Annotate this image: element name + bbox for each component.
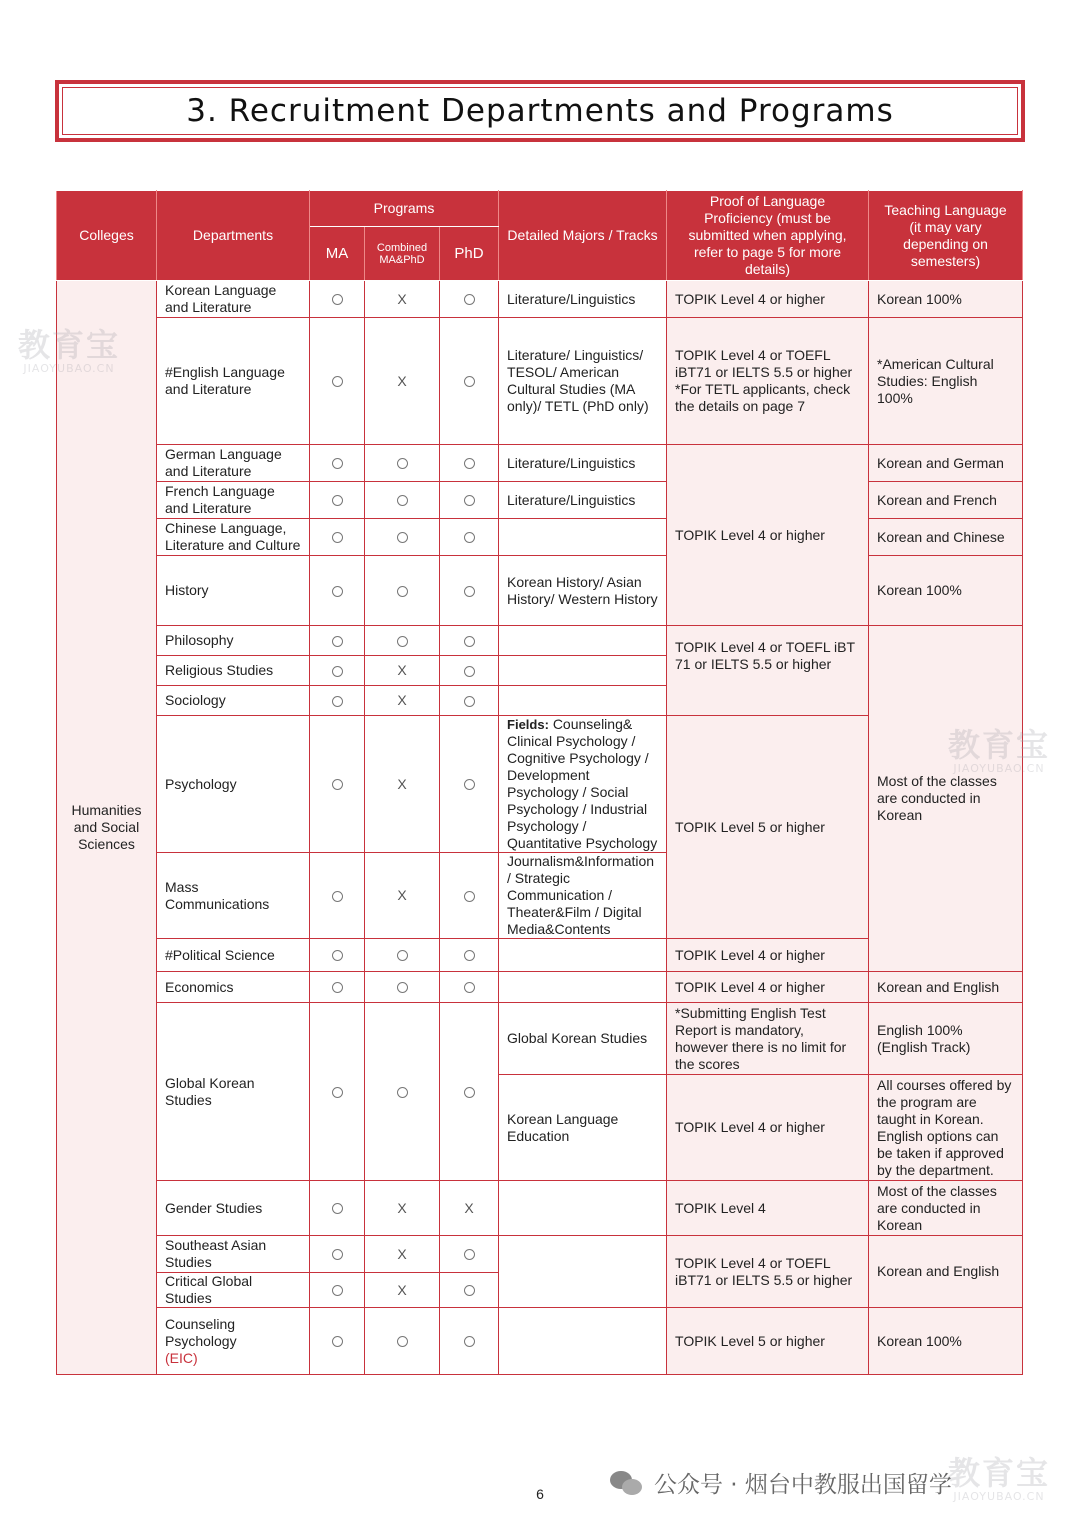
combined-mark (365, 519, 440, 556)
major-cell: Journalism&Information / Strategic Communication / Theater&Film / Digital Media&Contents (499, 853, 667, 939)
watermark-text: 教育宝 (948, 1454, 1051, 1492)
header-combined: Combined MA&PhD (365, 227, 440, 281)
circle-mark-icon (332, 666, 343, 677)
phd-mark (440, 656, 499, 686)
table-row (57, 1003, 1023, 1075)
circle-mark-icon (397, 636, 408, 647)
ma-mark (310, 1236, 365, 1273)
phd-mark (440, 482, 499, 519)
circle-mark-icon (332, 586, 343, 597)
circle-mark-icon (332, 458, 343, 469)
phd-mark (440, 1003, 499, 1181)
major-cell (499, 1308, 667, 1375)
proof-cell: TOPIK Level 4 or higher (667, 1075, 869, 1181)
department-cell: Korean Language and Literature (157, 281, 310, 318)
teaching-cell: English 100% (English Track) (869, 1003, 1023, 1075)
teaching-cell: *American Cultural Studies: English 100% (869, 318, 1023, 445)
proof-cell: TOPIK Level 4 or higher (667, 281, 869, 318)
teaching-cell: Korean and Chinese (869, 519, 1023, 556)
ma-mark (310, 626, 365, 656)
wechat-account-text: 公众号 · 烟台中教服出国留学 (654, 1472, 952, 1498)
circle-mark-icon (332, 1087, 343, 1098)
circle-mark-icon (464, 779, 475, 790)
major-cell: Literature/Linguistics (499, 445, 667, 482)
major-cell: Global Korean Studies (499, 1003, 667, 1075)
department-cell: German Language and Literature (157, 445, 310, 482)
ma-mark (310, 482, 365, 519)
circle-mark-icon (397, 458, 408, 469)
proof-cell: TOPIK Level 4 or TOEFL iBT71 or IELTS 5.5 or higher *For TETL applicants, check the details on page 7 (667, 318, 869, 445)
major-cell (499, 972, 667, 1003)
ma-mark (310, 972, 365, 1003)
department-cell: Global Korean Studies (157, 1003, 310, 1181)
combined-mark (365, 482, 440, 519)
combined-mark (365, 939, 440, 972)
teaching-cell: Korean 100% (869, 281, 1023, 318)
major-cell (499, 716, 667, 853)
circle-mark-icon (332, 294, 343, 305)
table-row (57, 1308, 1023, 1375)
phd-mark (440, 1273, 499, 1308)
phd-mark (440, 281, 499, 318)
circle-mark-icon (464, 636, 475, 647)
table-row (57, 556, 1023, 626)
phd-mark (440, 1308, 499, 1375)
header-departments: Departments (157, 191, 310, 281)
teaching-cell: Korean 100% (869, 556, 1023, 626)
proof-cell: TOPIK Level 5 or higher (667, 716, 869, 939)
department-name: Counseling Psychology (165, 1315, 237, 1349)
major-cell (499, 519, 667, 556)
header-ma: MA (310, 227, 365, 281)
circle-mark-icon (332, 1203, 343, 1214)
circle-mark-icon (332, 1336, 343, 1347)
header-proof: Proof of Language Proficiency (must be submitted when applying, refer to page 5 for more details) (667, 191, 869, 281)
major-cell (499, 626, 667, 656)
table-row (57, 445, 1023, 482)
circle-mark-icon (464, 666, 475, 677)
circle-mark-icon (464, 1087, 475, 1098)
fields-list: Counseling& Clinical Psychology / Cognitive Psychology / Development Psychology / Social Psychology / Industrial Psychology / Quantitative Psychology (507, 716, 658, 851)
major-cell (499, 939, 667, 972)
ma-mark (310, 519, 365, 556)
major-cell: Literature/Linguistics (499, 281, 667, 318)
circle-mark-icon (464, 696, 475, 707)
combined-mark (365, 1003, 440, 1181)
department-cell: Economics (157, 972, 310, 1003)
phd-mark (440, 972, 499, 1003)
ma-mark (310, 939, 365, 972)
table-row (57, 1181, 1023, 1236)
circle-mark-icon (397, 1087, 408, 1098)
phd-mark (440, 716, 499, 853)
major-cell (499, 1181, 667, 1236)
circle-mark-icon (332, 1249, 343, 1260)
proof-cell: TOPIK Level 4 or higher (667, 972, 869, 1003)
phd-mark (440, 1236, 499, 1273)
circle-mark-icon (332, 636, 343, 647)
circle-mark-icon (332, 982, 343, 993)
teaching-cell: Korean and English (869, 972, 1023, 1003)
phd-mark (440, 318, 499, 445)
combined-mark (365, 556, 440, 626)
watermark-domain: JIAOYUBAO.CN (953, 762, 1045, 775)
major-cell (499, 1236, 667, 1308)
combined-mark (365, 445, 440, 482)
watermark-domain: JIAOYUBAO.CN (23, 362, 115, 375)
watermark-text: 教育宝 (18, 326, 121, 364)
combined-mark: X (365, 1181, 440, 1236)
circle-mark-icon (464, 982, 475, 993)
major-cell: Korean History/ Asian History/ Western History (499, 556, 667, 626)
ma-mark (310, 656, 365, 686)
table-row (57, 318, 1023, 445)
department-cell: Psychology (157, 716, 310, 853)
ma-mark (310, 281, 365, 318)
department-note: (EIC) (165, 1349, 198, 1366)
phd-mark (440, 626, 499, 656)
circle-mark-icon (397, 1336, 408, 1347)
teaching-cell: Korean 100% (869, 1308, 1023, 1375)
combined-mark: X (365, 318, 440, 445)
phd-mark (440, 556, 499, 626)
major-cell: Literature/Linguistics (499, 482, 667, 519)
teaching-cell: Korean and English (869, 1236, 1023, 1308)
table-row (57, 972, 1023, 1003)
teaching-cell: All courses offered by the program are taught in Korean. English options can be taken if approved by the department. (869, 1075, 1023, 1181)
ma-mark (310, 853, 365, 939)
ma-mark (310, 318, 365, 445)
programs-table (56, 190, 1023, 1375)
phd-mark (440, 445, 499, 482)
combined-mark: X (365, 1273, 440, 1308)
circle-mark-icon (464, 294, 475, 305)
combined-mark (365, 626, 440, 656)
table-row (57, 626, 1023, 656)
major-cell: Korean Language Education (499, 1075, 667, 1181)
combined-mark (365, 972, 440, 1003)
title-box (55, 80, 1025, 142)
circle-mark-icon (397, 495, 408, 506)
major-cell (499, 686, 667, 716)
teaching-cell: Most of the classes are conducted in Korean (869, 1181, 1023, 1236)
department-cell: Critical Global Studies (157, 1273, 310, 1308)
phd-mark (440, 939, 499, 972)
phd-mark (440, 519, 499, 556)
ma-mark (310, 686, 365, 716)
table-row (57, 1236, 1023, 1273)
circle-mark-icon (464, 586, 475, 597)
page-title: 3. Recruitment Departments and Programs (186, 93, 894, 129)
circle-mark-icon (332, 495, 343, 506)
teaching-cell: Most of the classes are conducted in Korean (869, 626, 1023, 972)
phd-mark: X (440, 1181, 499, 1236)
department-cell (157, 1308, 310, 1375)
department-cell: Mass Communications (157, 853, 310, 939)
ma-mark (310, 1273, 365, 1308)
circle-mark-icon (332, 779, 343, 790)
department-cell: Gender Studies (157, 1181, 310, 1236)
circle-mark-icon (397, 586, 408, 597)
wechat-icon (610, 1469, 644, 1497)
major-cell (499, 656, 667, 686)
proof-cell: TOPIK Level 4 or TOEFL iBT71 or IELTS 5.5 or higher (667, 1236, 869, 1308)
circle-mark-icon (332, 532, 343, 543)
proof-cell: TOPIK Level 4 or higher (667, 445, 869, 626)
table-row (57, 281, 1023, 318)
combined-mark (365, 1308, 440, 1375)
college-cell: Humanities and Social Sciences (57, 281, 157, 1375)
ma-mark (310, 1308, 365, 1375)
ma-mark (310, 1003, 365, 1181)
watermark-right (948, 728, 1050, 775)
ma-mark (310, 1181, 365, 1236)
table-row (57, 482, 1023, 519)
header-programs: Programs (310, 191, 499, 227)
proof-cell: TOPIK Level 4 (667, 1181, 869, 1236)
circle-mark-icon (397, 950, 408, 961)
teaching-cell: Korean and German (869, 445, 1023, 482)
phd-mark (440, 853, 499, 939)
header-colleges: Colleges (57, 191, 157, 281)
fields-label: Fields: (507, 717, 549, 732)
combined-mark: X (365, 1236, 440, 1273)
circle-mark-icon (332, 950, 343, 961)
table-row (57, 519, 1023, 556)
proof-cell: TOPIK Level 4 or higher (667, 939, 869, 972)
circle-mark-icon (464, 1336, 475, 1347)
proof-cell: TOPIK Level 5 or higher (667, 1308, 869, 1375)
circle-mark-icon (464, 376, 475, 387)
circle-mark-icon (464, 1285, 475, 1296)
header-majors: Detailed Majors / Tracks (499, 191, 667, 281)
watermark-left (18, 328, 120, 375)
page-number: 6 (536, 1486, 544, 1502)
department-cell: #Political Science (157, 939, 310, 972)
circle-mark-icon (464, 532, 475, 543)
circle-mark-icon (464, 458, 475, 469)
watermark-text: 教育宝 (948, 726, 1051, 764)
department-cell: Chinese Language, Literature and Culture (157, 519, 310, 556)
combined-mark: X (365, 716, 440, 853)
department-cell: #English Language and Literature (157, 318, 310, 445)
circle-mark-icon (332, 1285, 343, 1296)
combined-mark: X (365, 686, 440, 716)
department-cell: French Language and Literature (157, 482, 310, 519)
circle-mark-icon (332, 376, 343, 387)
circle-mark-icon (464, 495, 475, 506)
ma-mark (310, 556, 365, 626)
header-teaching: Teaching Language (it may vary depending on semesters) (869, 191, 1023, 281)
combined-mark: X (365, 281, 440, 318)
proof-cell: *Submitting English Test Report is mandatory, however there is no limit for the scores (667, 1003, 869, 1075)
ma-mark (310, 445, 365, 482)
major-cell: Literature/ Linguistics/ TESOL/ American Cultural Studies (MA only)/ TETL (PhD only) (499, 318, 667, 445)
circle-mark-icon (332, 696, 343, 707)
teaching-cell: Korean and French (869, 482, 1023, 519)
ma-mark (310, 716, 365, 853)
circle-mark-icon (464, 1249, 475, 1260)
header-phd: PhD (440, 227, 499, 281)
department-cell: Sociology (157, 686, 310, 716)
combined-mark: X (365, 656, 440, 686)
department-cell: Philosophy (157, 626, 310, 656)
department-cell: Southeast Asian Studies (157, 1236, 310, 1273)
phd-mark (440, 686, 499, 716)
proof-cell: TOPIK Level 4 or TOEFL iBT 71 or IELTS 5.5 or higher (667, 626, 869, 716)
circle-mark-icon (332, 891, 343, 902)
circle-mark-icon (397, 982, 408, 993)
circle-mark-icon (464, 950, 475, 961)
wechat-footer (610, 1466, 952, 1499)
watermark-domain: JIAOYUBAO.CN (953, 1490, 1045, 1503)
circle-mark-icon (464, 891, 475, 902)
department-cell: Religious Studies (157, 656, 310, 686)
circle-mark-icon (397, 532, 408, 543)
department-cell: History (157, 556, 310, 626)
combined-mark: X (365, 853, 440, 939)
